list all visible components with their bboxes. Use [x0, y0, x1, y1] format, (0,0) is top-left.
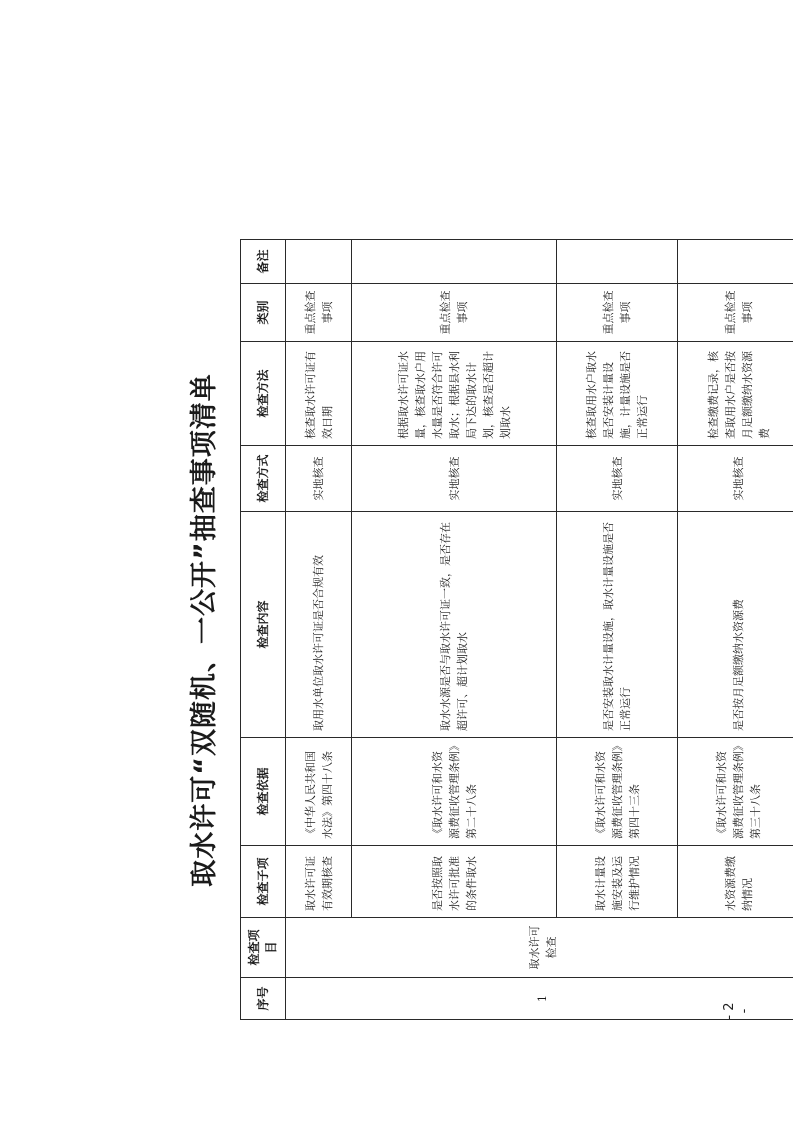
content-cell: 是否按月足额缴纳水资源费: [678, 512, 793, 738]
basis-cell: 《取水许可和水资源费征收管理条例》第二十八条: [352, 738, 556, 846]
category-cell: 重点检查事项: [556, 284, 678, 342]
header-item: 检查项目: [241, 918, 286, 978]
content-cell: 取用水单位取水许可证是否合规有效: [286, 512, 352, 738]
sub-item-cell: 是否按照取水许可批准的条件取水: [352, 846, 556, 918]
seq-cell: 1: [286, 978, 793, 1020]
basis-cell: 《取水许可和水资源费征收管理条例》第四十三条: [556, 738, 678, 846]
method-cell: 根据取水许可证水量，核查取水户用水量是否符合许可取水；根据县水利局下达的取水计划，核查是否超计划取水: [352, 342, 556, 446]
way-cell: 实地核查: [352, 446, 556, 512]
inspection-table: [240, 239, 793, 1020]
table-header-row: [241, 240, 286, 1020]
content-cell: 是否安装取水计量设施，取水计量设施是否正常运行: [556, 512, 678, 738]
way-cell: 实地核查: [678, 446, 793, 512]
header-sub-item: 检查子项: [241, 846, 286, 918]
header-basis: 检查依据: [241, 738, 286, 846]
header-content: 检查内容: [241, 512, 286, 738]
table-row: [286, 240, 352, 1020]
header-category: 类别: [241, 284, 286, 342]
header-way: 检查方式: [241, 446, 286, 512]
content-cell: 取水水源是否与取水许可证一致，是否存在超许可、超计划取水: [352, 512, 556, 738]
method-cell: 核查取水许可证有效日期: [286, 342, 352, 446]
header-remark: 备注: [241, 240, 286, 284]
category-cell: 重点检查事项: [678, 284, 793, 342]
category-cell: 重点检查事项: [286, 284, 352, 342]
category-cell: 重点检查事项: [352, 284, 556, 342]
method-cell: 检查缴费记录，核查取用水户是否按月足额缴纳水资源费: [678, 342, 793, 446]
page-number: - 2 -: [722, 1002, 752, 1020]
header-seq: 序号: [241, 978, 286, 1020]
method-cell: 核查取用水户取水是否安装计量设施，计量设施是否正常运行: [556, 342, 678, 446]
basis-cell: 《取水许可和水资源费征收管理条例》第三十八条: [678, 738, 793, 846]
table-row: [556, 240, 678, 1020]
sub-item-cell: 水资源费缴纳情况: [678, 846, 793, 918]
remark-cell: [286, 240, 352, 284]
table-row: [352, 240, 556, 1020]
table-row: [678, 240, 793, 1020]
remark-cell: [678, 240, 793, 284]
sub-item-cell: 取水计量设施安装及运行维护情况: [556, 846, 678, 918]
header-method: 检查方法: [241, 342, 286, 446]
basis-cell: 《中华人民共和国水法》第四十八条: [286, 738, 352, 846]
way-cell: 实地核查: [556, 446, 678, 512]
remark-cell: [556, 240, 678, 284]
sub-item-cell: 取水许可证有效期核查: [286, 846, 352, 918]
remark-cell: [352, 240, 556, 284]
item-cell: 取水许可检查: [286, 918, 793, 978]
document-title: 取水许可“双随机、一公开”抽查事项清单: [189, 373, 220, 887]
rotated-sheet: [189, 240, 793, 1020]
way-cell: 实地核查: [286, 446, 352, 512]
